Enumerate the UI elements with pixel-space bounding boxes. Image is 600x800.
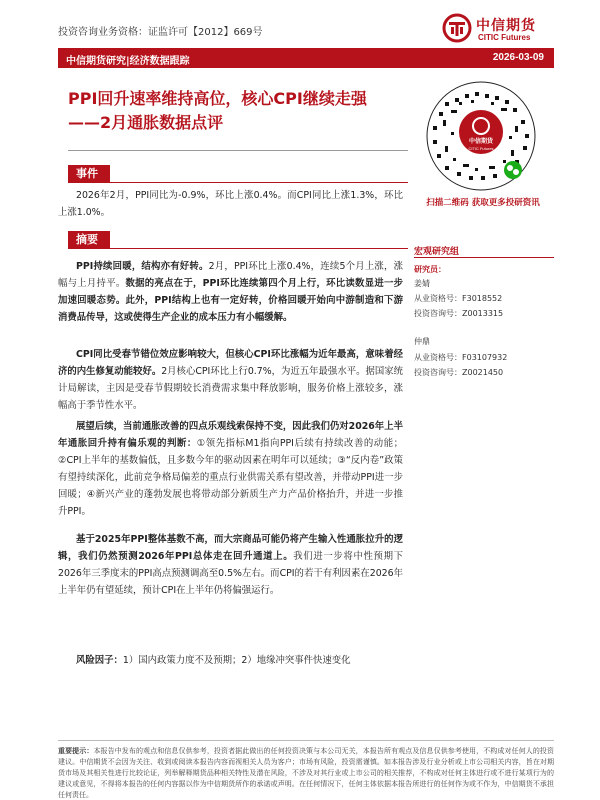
qr-center-en: CITIC Futures	[468, 146, 494, 151]
title-divider	[68, 150, 408, 151]
sidebar-researcher-label: 研究员：	[414, 265, 446, 274]
report-header-bar	[58, 48, 554, 68]
report-title	[68, 87, 408, 135]
section-summary-label: 摘要	[68, 231, 110, 249]
risk-factors: 风险因子：1）国内政策力度不及预期；2）地缘冲突事件快速变化	[76, 655, 351, 666]
qualification-text: 投资咨询业务资格：证监许可【2012】669号	[58, 27, 263, 38]
researcher-2-cert: 从业资格号：F03107932	[414, 353, 508, 362]
researcher-2-name: 仲鼎	[414, 337, 430, 346]
report-category: 中信期货研究|经济数据跟踪	[66, 56, 190, 67]
report-title-line1: PPI回升速率维持高位，核心CPI继续走强	[68, 89, 367, 108]
sidebar-divider	[414, 257, 554, 258]
logo-name-en: CITIC Futures	[478, 33, 531, 42]
report-title-line2: ——2月通胀数据点评	[68, 113, 224, 132]
section-event-header	[68, 165, 408, 183]
qr-center-text: 中信期货	[468, 138, 494, 145]
qr-code-icon	[415, 80, 548, 192]
company-logo	[442, 13, 552, 47]
section-event-label: 事件	[68, 165, 110, 183]
summary-paragraph-2: CPI同比受春节错位效应影响较大，但核心CPI环比涨幅为近年最高，意味着经济的内生修复动能较好。2月核心CPI环比上行0.7%，为近五年最强水平。据国家统计局解读，主因是受春节假期较长消费需求集中释放影响，服务价格上涨较多，涨幅高于季节性水平。	[58, 349, 403, 411]
researcher-1-advisor: 投资咨询号：Z0013315	[414, 309, 504, 318]
footer-divider	[58, 740, 554, 741]
researcher-1-cert: 从业资格号：F3018552	[414, 294, 503, 303]
report-date: 2026-03-09	[492, 52, 544, 63]
summary-paragraph-4: 基于2025年PPI整体基数不高，而大宗商品可能仍将产生输入性通胀拉升的逻辑，我们仍然预测2026年PPI总体走在回升通道上。我们进一步将中性预期下2026年三季度末的PPI高点预测调高至0.5%左右。而CPI的若干有利因素在2026年上半年仍有望延续，预计CPI在上半年仍将偏强运行。	[58, 534, 403, 596]
disclaimer: 重要提示：本报告中发布的观点和信息仅供参考，投资者据此做出的任何投资决策与本公司无关，本报告所有观点及信息仅供参考使用，不构成对任何人的投资建议。中信期货不会因为关注、收到或阅读本报告内容而视相关人员为客户；市场有风险，投资需谨慎。如本报告涉及行业分析或上市公司相关内容，旨在对期货市场及其相关性进行比较论证，列举解释期货品种相关特性及潜在风险，不涉及对其行业或上市公司的相关推荐，不构成对任何主体进行或不进行某项行为的建议或意见，不得将本报告的任何内容据以作为中信期货所作的承诺或声明。在任何情况下，任何主体依据本报告所进行的任何作为或不作为，中信期货不承担任何责任。	[58, 747, 555, 799]
researcher-1-name: 姜婧	[414, 279, 430, 288]
section-summary-header	[68, 231, 408, 249]
citic-logo-icon	[442, 13, 472, 43]
researcher-2-advisor: 投资咨询号：Z0021450	[414, 368, 504, 377]
summary-paragraph-3: 展望后续，当前通胀改善的四点乐观线索保持不变，因此我们仍对2026年上半年通胀回升持有偏乐观的判断：①领先指标M1指向PPI后续有持续改善的动能；②CPI上半年的基数偏低，且多数今年的驱动因素在明年可以延续；③“反内卷”政策有望持续深化，此前竞争格局偏差的重点行业供需关系有望改善，并带动PPI进一步回暖；④新兴产业的蓬勃发展也将带动部分新质生产力产品价格抬升，并进一步推升PPI。	[58, 421, 403, 517]
sidebar-team-title: 宏观研究组	[414, 247, 460, 257]
event-paragraph: 2026年2月，PPI同比为-0.9%，环比上涨0.4%。而CPI同比上涨1.3%，环比上涨1.0%。	[58, 190, 403, 218]
qr-caption: 扫描二维码 获取更多投研资讯	[426, 198, 540, 208]
summary-paragraph-1: PPI持续回暖，结构亦有好转。2月，PPI环比上涨0.4%，连续5个月上涨，涨幅与上月持平。数据的亮点在于，PPI环比连续第四个月上行，环比读数显进一步加速回暖态势。此外，PPI结构上也有一定好转，价格回暖开始向中游制造和下游消费品传导，这或使得生产企业的成本压力有小幅缓解。	[58, 261, 403, 323]
logo-name-cn: 中信期货	[476, 18, 536, 34]
